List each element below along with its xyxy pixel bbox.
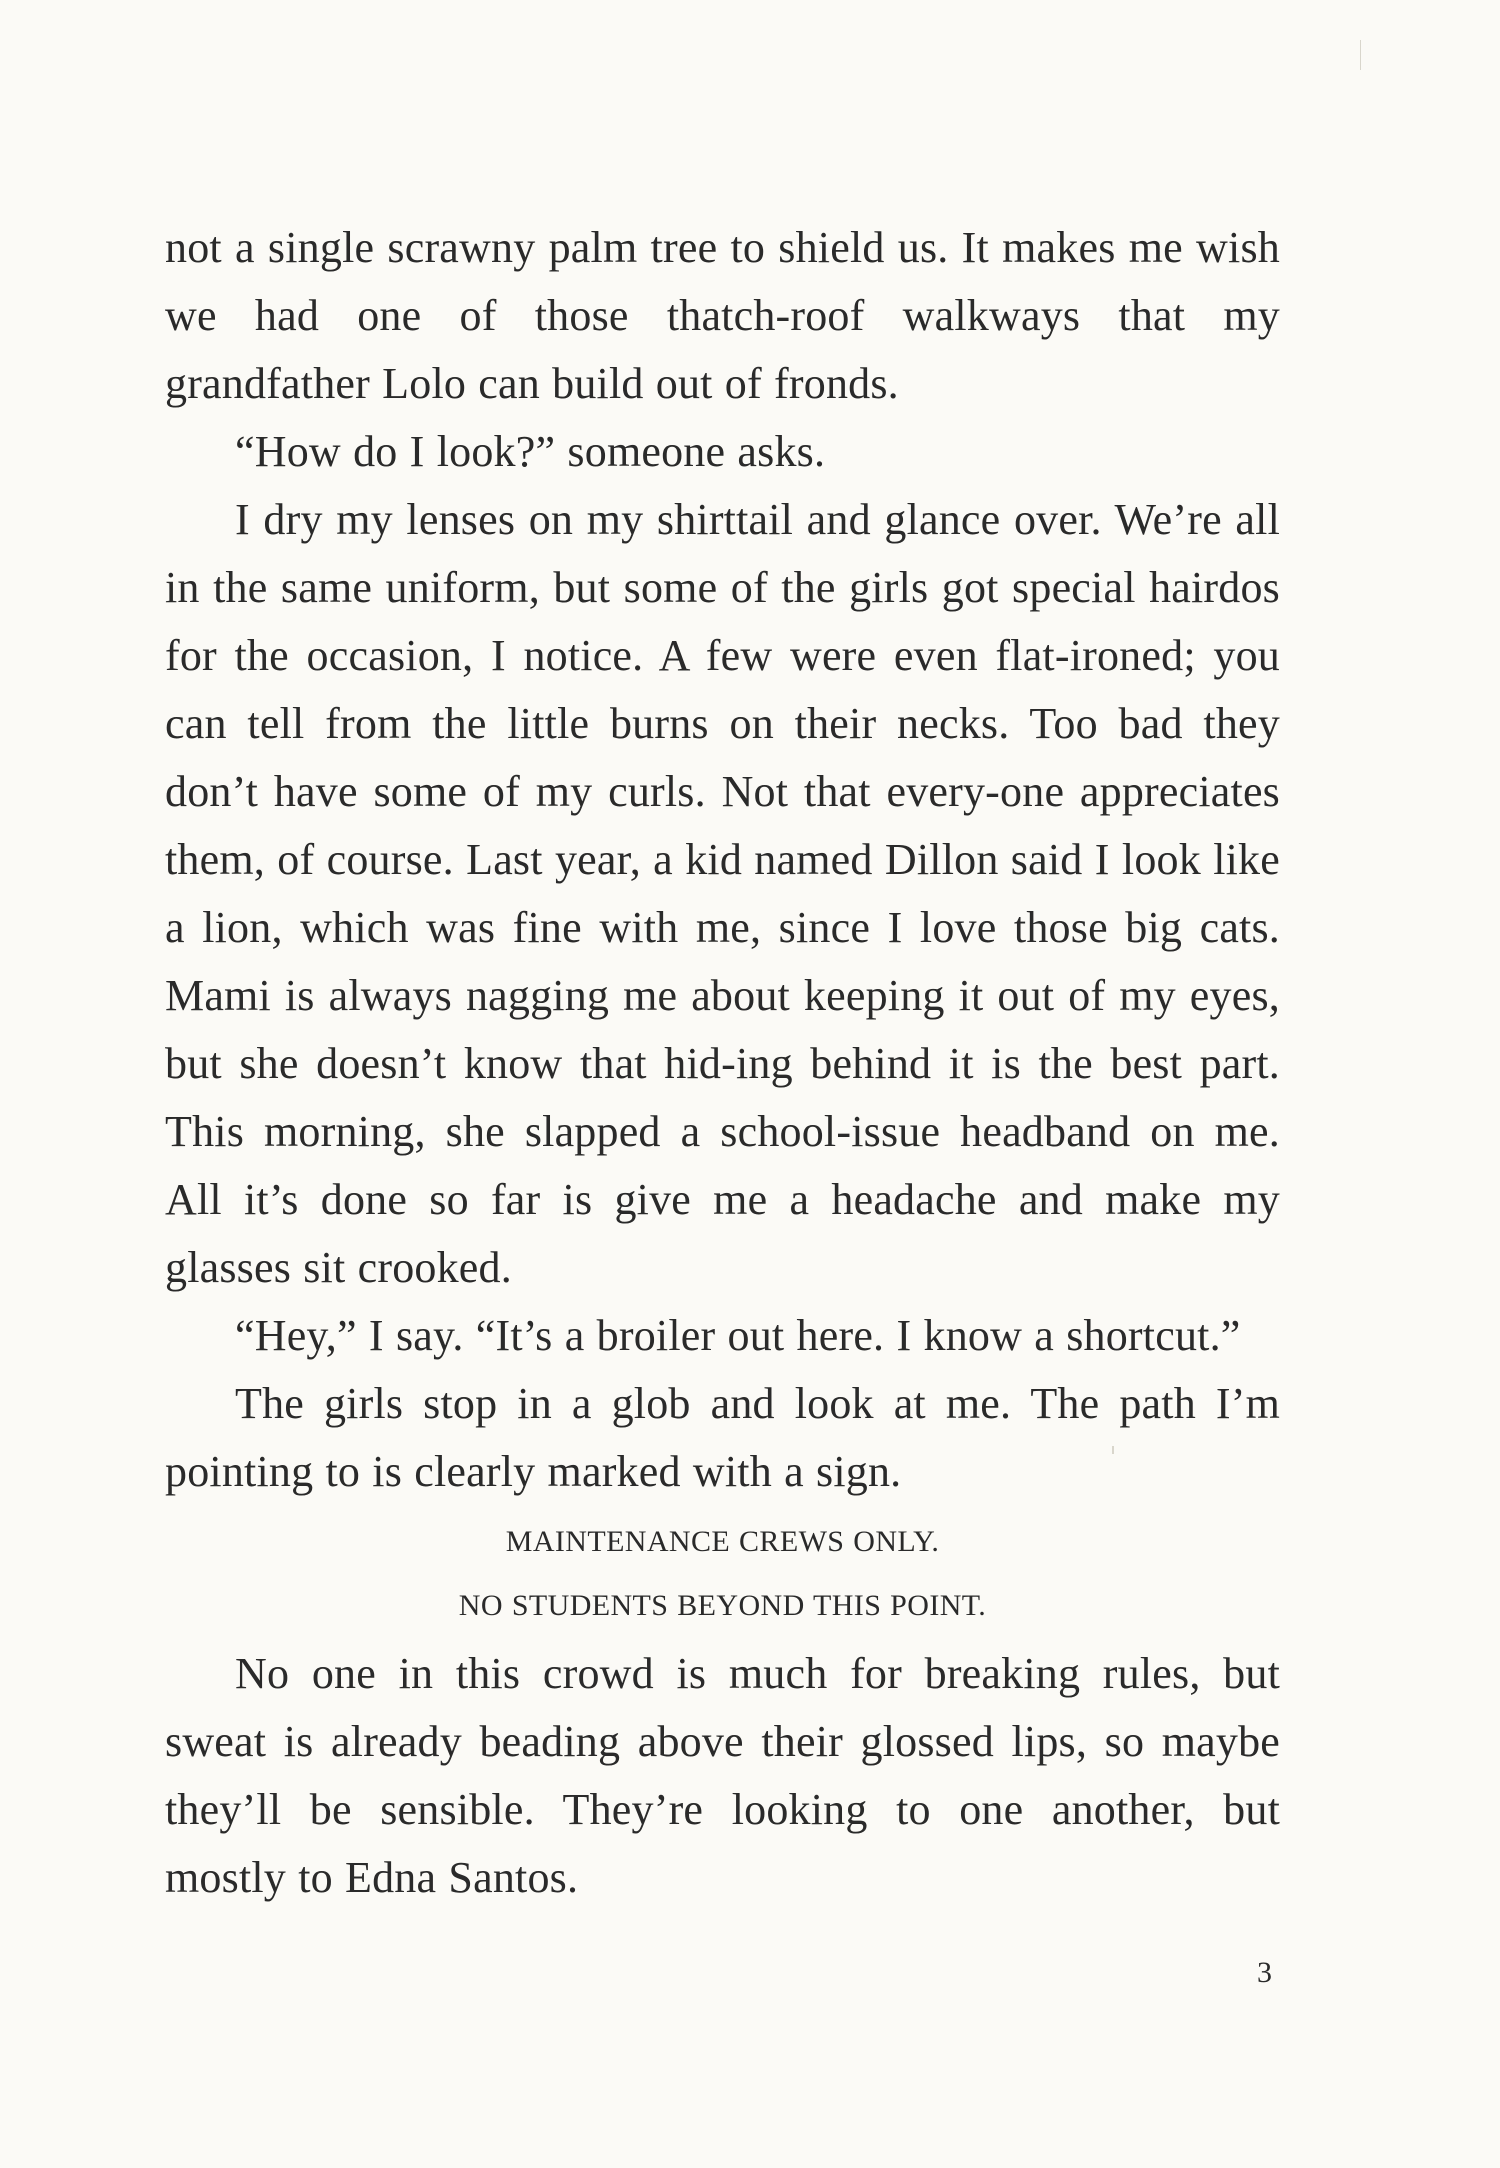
scan-artifact-dot [1112,1446,1114,1454]
sign-line-1: MAINTENANCE CREWS ONLY. [505,1525,940,1558]
paragraph-2: “How do I look?” someone asks. [235,427,826,476]
body-text [165,214,1280,1912]
paragraph-3: I dry my lenses on my shirttail and glance over. We’re all in the same uniform, but some of the girls got special hairdos for the occasion, I notice. A few were even flat-ironed; you can tell from the little burns on their necks. Too bad they don’t have some of my curls. Not that every-one appreciates them, of course. Last year, a kid named Dillon said I look like a lion, which was fine with me, since I love those big cats. Mami is always nagging me about keeping it out of my eyes, but she doesn’t know that hid-ing behind it is the best part. This morning, she slapped a school-issue headband on me. All it’s done so far is give me a headache and make my glasses sit crooked. [165,495,1280,1292]
sign-line-2: NO STUDENTS BEYOND THIS POINT. [458,1589,987,1622]
paragraph-1: not a single scrawny palm tree to shield us. It makes me wish we had one of those thatch-roof walkways that my grandfather Lolo can build out of fronds. [165,223,1280,408]
page-number: 3 [1257,1956,1272,1989]
paragraph-4: “Hey,” I say. “It’s a broiler out here. I know a shortcut.” [235,1311,1241,1360]
paragraph-6: No one in this crowd is much for breaking rules, but sweat is already beading above their glossed lips, so maybe they’ll be sensible. They’re looking to one another, but mostly to Edna Santos. [165,1649,1280,1902]
paragraph-5: The girls stop in a glob and look at me. The path I’m pointing to is clearly marked with a sign. [165,1379,1280,1496]
scan-artifact-line [1360,40,1361,70]
